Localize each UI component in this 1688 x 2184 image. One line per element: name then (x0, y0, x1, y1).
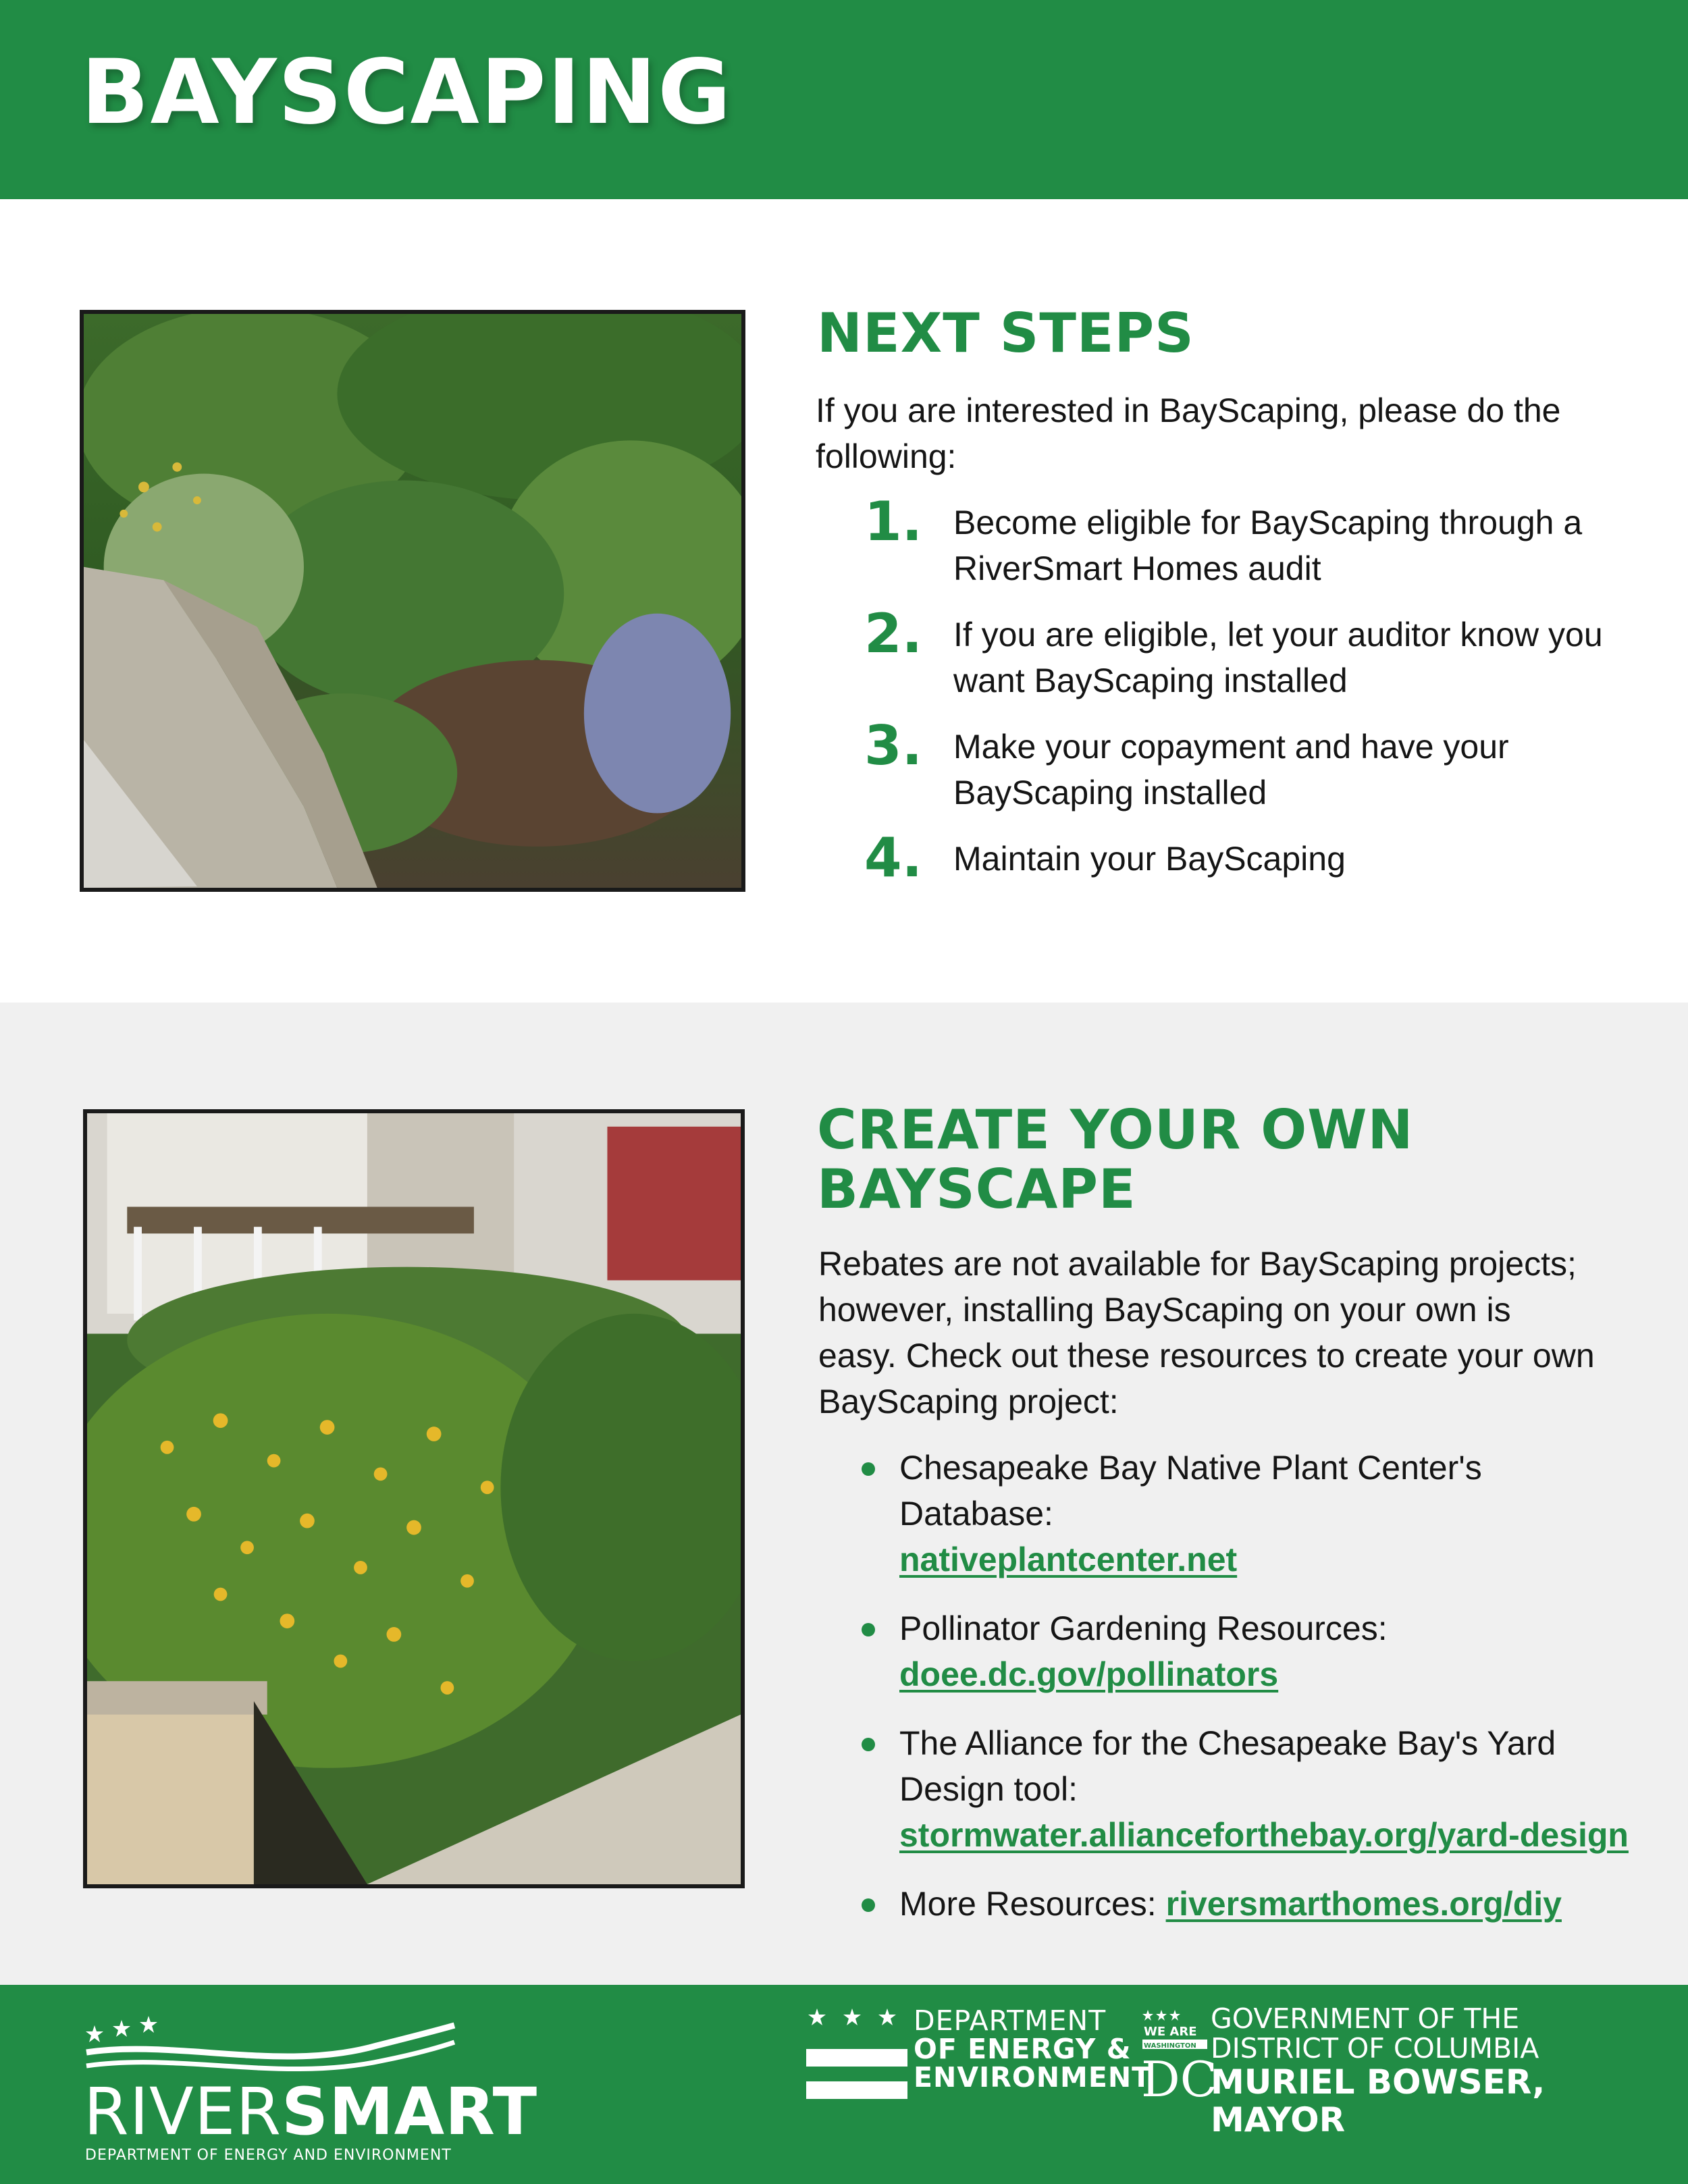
step-item (864, 714, 1620, 816)
step-text: If you are eligible, let your auditor know you want BayScaping installed (953, 616, 1603, 699)
garden-photo-flowers (83, 1109, 745, 1888)
resource-link[interactable]: riversmarthomes.org/diy (1165, 1885, 1562, 1923)
next-steps-title: NEXT STEPS (817, 302, 1194, 365)
riversmart-word-bold: SMART (282, 2074, 538, 2150)
step-item (864, 826, 1620, 889)
step-item (864, 602, 1620, 703)
doee-line3: ENVIRONMENT (914, 2061, 1152, 2094)
riversmart-subtitle: DEPARTMENT OF ENERGY AND ENVIRONMENT (85, 2147, 452, 2164)
resource-link[interactable]: stormwater.allianceforthebay.org/yard-design (899, 1816, 1629, 1854)
gov-line1: GOVERNMENT OF THE (1211, 2002, 1520, 2035)
dc-badge-letters: DC (1141, 2051, 1217, 2108)
bullet-icon (862, 1738, 875, 1751)
step-text: Become eligible for BayScaping through a RiverSmart Homes audit (953, 504, 1583, 587)
dc-government-name (1211, 2004, 1688, 2139)
garden-photo-slope (80, 310, 745, 892)
resource-label: Chesapeake Bay Native Plant Center's Database: (899, 1449, 1482, 1533)
list-item (858, 1445, 1634, 1582)
dc-badge-mid: WASHINGTON (1144, 2042, 1196, 2050)
bullet-icon (862, 1898, 875, 1912)
step-item (864, 490, 1620, 591)
step-number: 1. (864, 490, 923, 553)
page-title: BAYSCAPING (81, 41, 733, 144)
step-number: 2. (864, 602, 923, 665)
bullet-icon (862, 1462, 875, 1476)
list-item (858, 1605, 1634, 1697)
riversmart-wordmark (84, 2074, 538, 2150)
next-steps-intro: If you are interested in BayScaping, please do the following: (816, 392, 1561, 475)
step-number: 3. (864, 714, 923, 777)
doee-name (914, 2006, 1151, 2092)
header-banner (0, 0, 1688, 199)
create-title-line1: CREATE YOUR OWN (817, 1098, 1414, 1161)
bullet-icon (862, 1623, 875, 1636)
gov-line2: DISTRICT OF COLUMBIA (1211, 2032, 1539, 2065)
step-text: Maintain your BayScaping (953, 840, 1346, 878)
create-title-line2: BAYSCAPE (817, 1158, 1136, 1221)
step-number: 4. (864, 826, 923, 889)
gov-line3: MURIEL BOWSER, MAYOR (1211, 2062, 1546, 2139)
steps-list (864, 490, 1620, 902)
resource-link[interactable]: doee.dc.gov/pollinators (899, 1655, 1279, 1693)
dc-badge-top: WE ARE (1144, 2025, 1197, 2039)
list-item (858, 1881, 1634, 1927)
resource-list (858, 1445, 1634, 1950)
doee-line2: OF ENERGY & (914, 2033, 1132, 2065)
dc-government-seal (1141, 2002, 1222, 2137)
list-item (858, 1720, 1634, 1858)
step-text: Make your copayment and have your BayScaping installed (953, 728, 1509, 811)
resource-label: More Resources: (899, 1885, 1157, 1923)
riversmart-word-light: RIVER (84, 2074, 282, 2150)
resource-label: Pollinator Gardening Resources: (899, 1609, 1388, 1647)
resource-label: The Alliance for the Chesapeake Bay's Yard Design tool: (899, 1724, 1556, 1808)
doee-line1: DEPARTMENT (914, 2004, 1107, 2037)
create-intro: Rebates are not available for BayScaping projects; however, installing BayScaping on your own is easy. Check out these resources to create your own BayScaping project: (818, 1245, 1595, 1420)
resource-link[interactable]: nativeplantcenter.net (899, 1541, 1238, 1578)
